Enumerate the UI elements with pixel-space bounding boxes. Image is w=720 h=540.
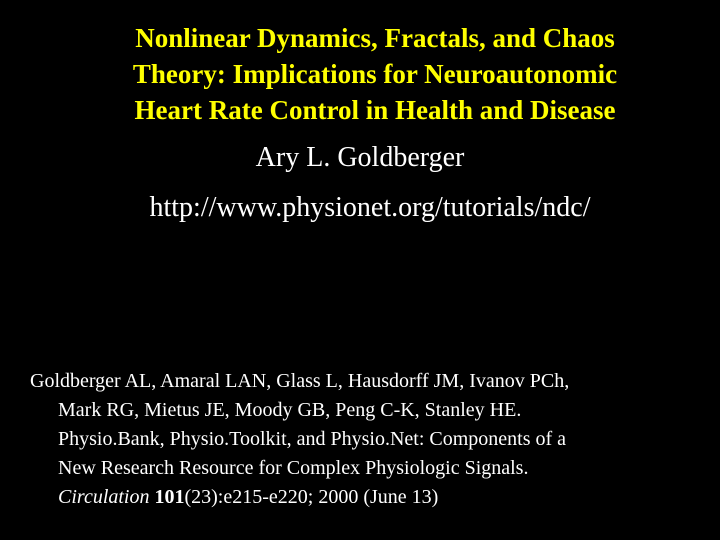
citation-line-2: Mark RG, Mietus JE, Moody GB, Peng C-K, Stanley HE. xyxy=(58,399,522,421)
title-line-3: Heart Rate Control in Health and Disease xyxy=(134,95,616,125)
title-line-2: Theory: Implications for Neuroautonomic xyxy=(132,59,618,89)
citation-journal: Circulation xyxy=(58,486,150,508)
citation-volume: 101 xyxy=(154,486,185,508)
slide-title xyxy=(60,20,690,128)
citation-line-1: Goldberger AL, Amaral LAN, Glass L, Hausdorff JM, Ivanov PCh, xyxy=(30,370,570,392)
citation-line-4: New Research Resource for Complex Physiologic Signals. xyxy=(58,457,529,479)
citation xyxy=(30,367,710,512)
citation-issue-pages: (23):e215-e220; 2000 (June 13) xyxy=(184,486,439,508)
author-name: Ary L. Goldberger xyxy=(255,142,465,173)
citation-line-3: Physio.Bank, Physio.Toolkit, and Physio.Net: Components of a xyxy=(58,428,567,450)
citation-line-5 xyxy=(30,483,710,512)
title-line-1: Nonlinear Dynamics, Fractals, and Chaos xyxy=(135,23,615,53)
tutorial-url: http://www.physionet.org/tutorials/ndc/ xyxy=(149,192,591,223)
